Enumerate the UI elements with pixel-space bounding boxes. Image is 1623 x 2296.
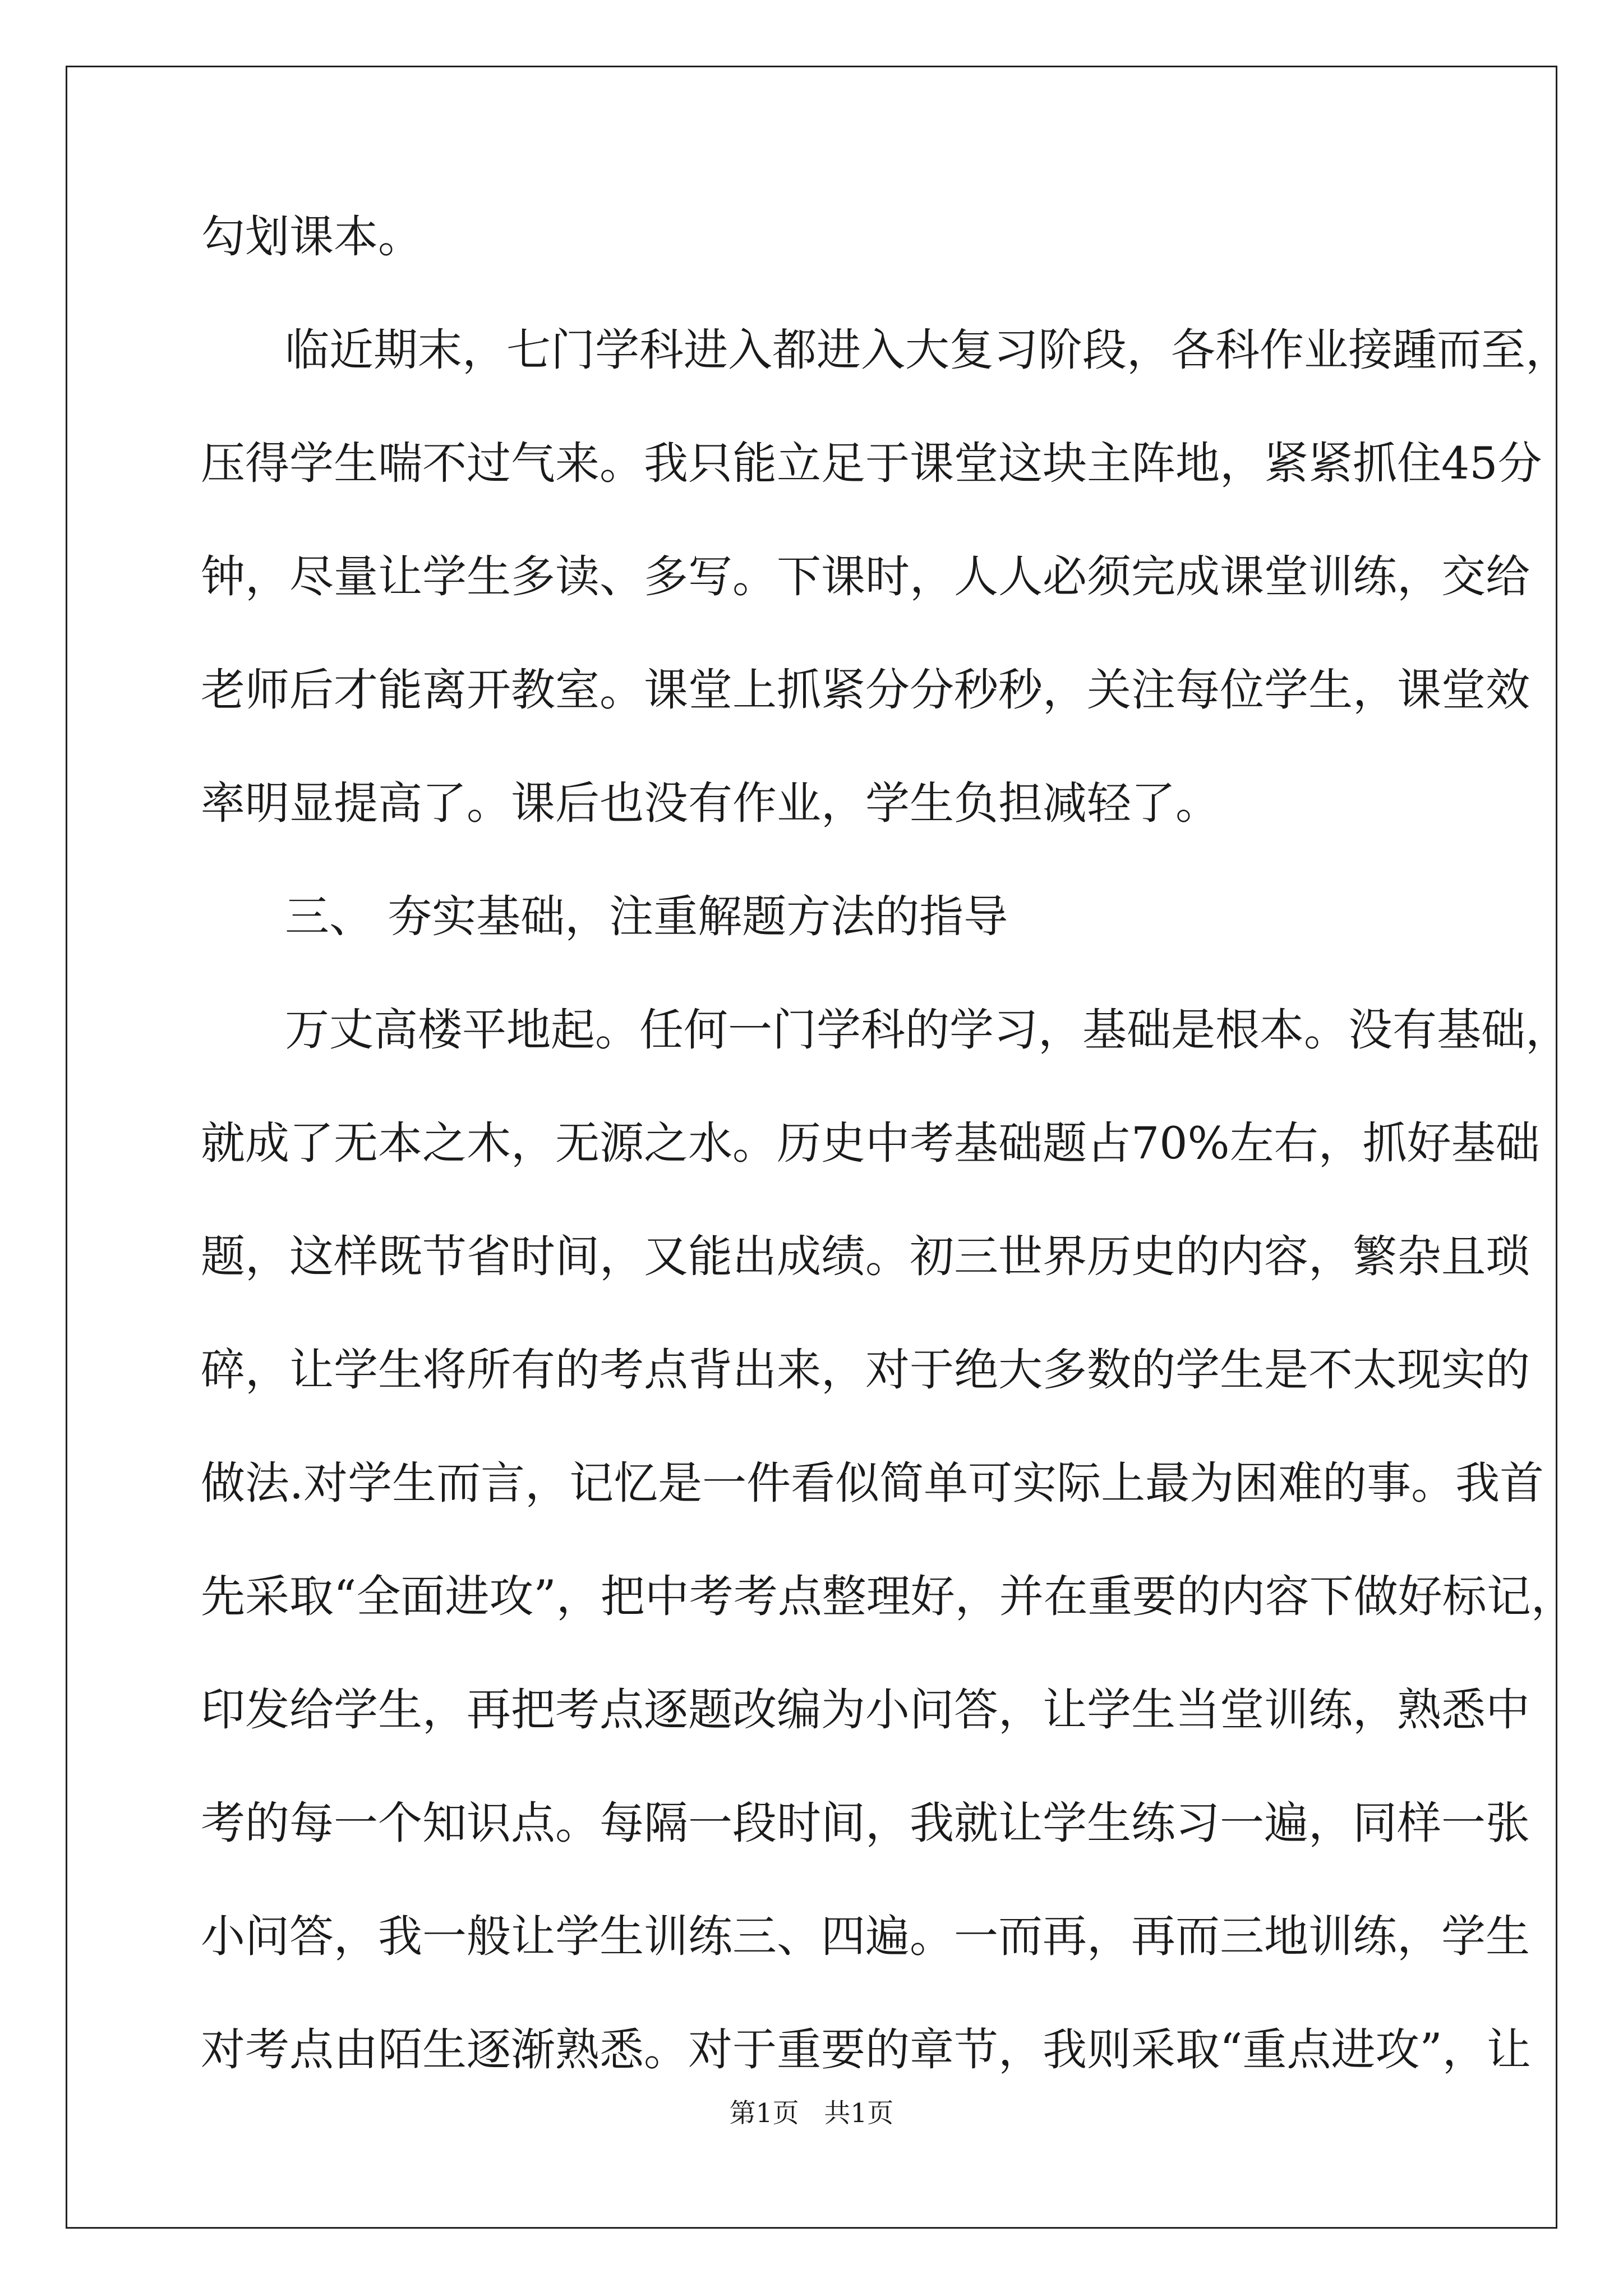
text-line: 钟，尽量让学生多读、多写。下课时，人人必须完成课堂训练，交给 (201, 551, 1530, 602)
text-line: 压得学生喘不过气来。我只能立足于课堂这块主阵地，紧紧抓住45分 (201, 438, 1542, 489)
document-body (201, 209, 1575, 2135)
page-number-footer: 第1页 共1页 (729, 2098, 894, 2129)
text-line: 率明显提高了。课后也没有作业，学生负担减轻了。 (201, 777, 1220, 829)
text-line: 老师后才能离开教室。课堂上抓紧分分秒秒，关注每位学生，课堂效 (201, 664, 1530, 716)
text-line: 万丈高楼平地起。任何一门学科的学习，基础是根本。没有基础， (285, 1004, 1570, 1056)
text-line: 做法.对学生而言，记忆是一件看似简单可实际上最为困难的事。我首 (201, 1457, 1544, 1509)
text-line: 先采取“全面进攻”，把中考考点整理好，并在重要的内容下做好标记， (201, 1571, 1575, 1622)
text-line: 就成了无本之木，无源之水。历史中考基础题占70%左右，抓好基础 (201, 1117, 1540, 1169)
text-line: 勾划课本。 (201, 211, 422, 263)
text-line: 碎，让学生将所有的考点背出来，对于绝大多数的学生是不太现实的 (201, 1344, 1530, 1396)
text-line: 小问答，我一般让学生训练三、四遍。一而再，再而三地训练，学生 (201, 1911, 1530, 1962)
text-line: 临近期末，七门学科进入都进入大复习阶段，各科作业接踵而至， (285, 324, 1570, 376)
text-line: 题，这样既节省时间，又能出成绩。初三世界历史的内容，繁杂且琐 (201, 1231, 1530, 1282)
text-line: 对考点由陌生逐渐熟悉。对于重要的章节，我则采取“重点进攻”，让 (201, 2024, 1531, 2076)
section-heading: 三、 夯实基础，注重解题方法的指导 (285, 891, 1008, 942)
text-line: 考的每一个知识点。每隔一段时间，我就让学生练习一遍，同样一张 (201, 1797, 1530, 1849)
text-line: 印发给学生，再把考点逐题改编为小问答，让学生当堂训练，熟悉中 (201, 1684, 1530, 1736)
